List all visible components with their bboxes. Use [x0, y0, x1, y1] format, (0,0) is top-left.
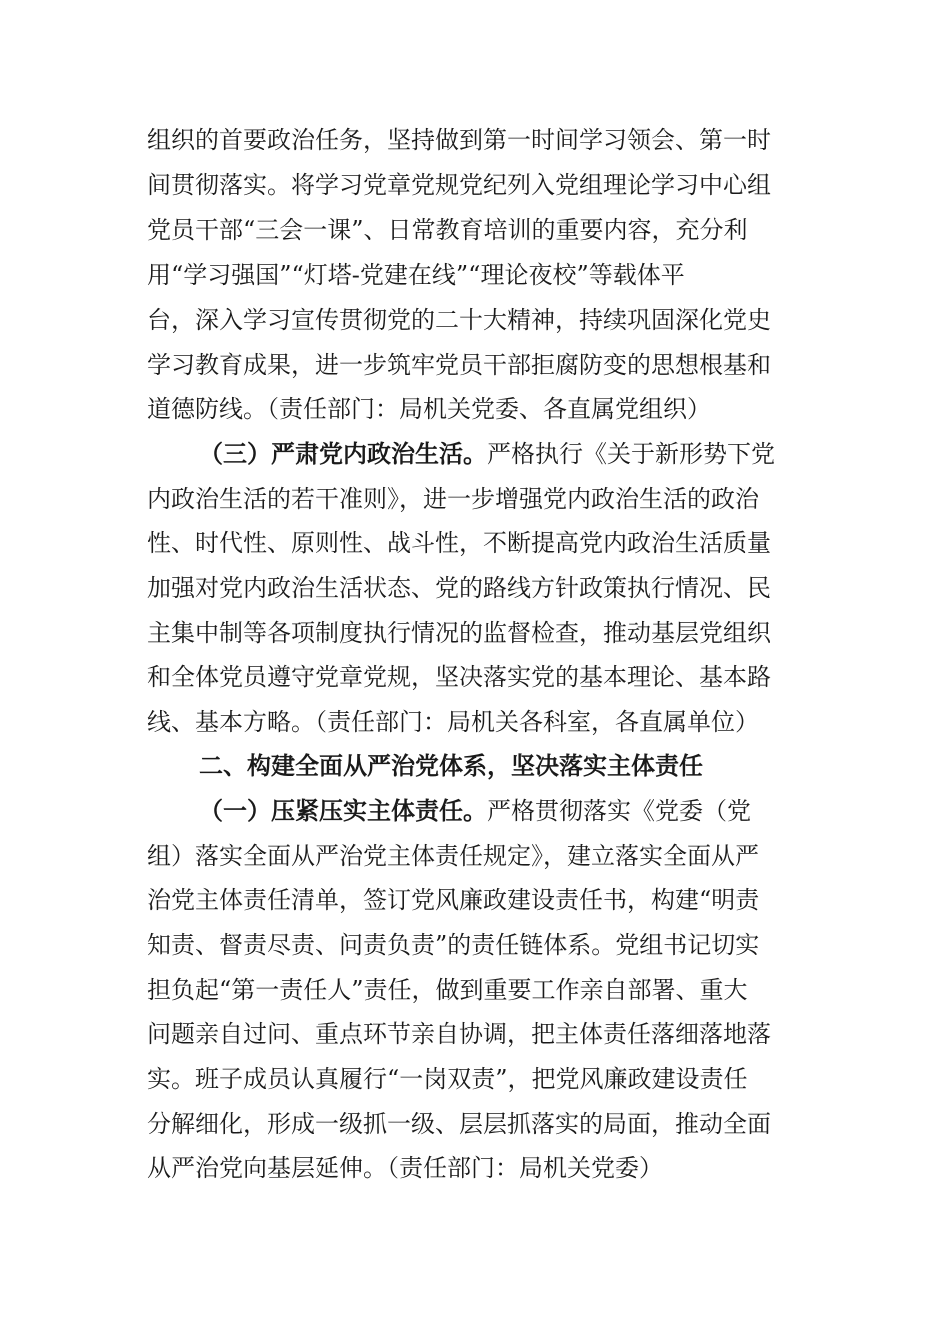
body-text-line: 问题亲自过问、重点环节亲自协调，把主体责任落细落地落 [147, 1020, 771, 1048]
body-text-line: 知责、督责尽责、问责负责”的责任链体系。党组书记切实 [147, 931, 760, 959]
body-text-line: 间贯彻落实。将学习党章党规党纪列入党组理论学习中心组 [147, 171, 771, 199]
body-text-line: 担负起“第一责任人”责任，做到重要工作亲自部署、重大 [147, 976, 748, 1004]
body-text-line: 台，深入学习宣传贯彻党的二十大精神，持续巩固深化党史 [147, 306, 771, 334]
subsection-line [199, 434, 827, 474]
body-text-line: 学习教育成果，进一步筑牢党员干部拒腐防变的思想根基和 [147, 351, 771, 379]
body-text: 严格贯彻落实《党委（党 [487, 797, 751, 825]
body-text-line: 组织的首要政治任务，坚持做到第一时间学习领会、第一时 [147, 126, 771, 154]
body-text-line: 主集中制等各项制度执行情况的监督检查，推动基层党组织 [147, 619, 771, 647]
body-text: 严格执行《关于新形势下党 [487, 440, 775, 468]
body-text-line: 组）落实全面从严治党主体责任规定》，建立落实全面从严 [147, 842, 759, 870]
body-text-line: 从严治党向基层延伸。（责任部门：局机关党委） [147, 1154, 663, 1182]
body-text-line: 和全体党员遵守党章党规，坚决落实党的基本理论、基本路 [147, 663, 771, 691]
body-text-line: 分解细化，形成一级抓一级、层层抓落实的局面，推动全面 [147, 1110, 771, 1138]
subsection-title: （一）压紧压实主体责任。 [199, 797, 487, 825]
section-heading: 二、构建全面从严治党体系，坚决落实主体责任 [199, 752, 703, 780]
body-text-line: 实。班子成员认真履行“一岗双责”，把党风廉政建设责任 [147, 1065, 748, 1093]
body-text-line: 党员干部“三会一课”、日常教育培训的重要内容，充分利 [147, 216, 748, 244]
subsection-title: （三）严肃党内政治生活。 [199, 440, 487, 468]
body-text-line: 内政治生活的若干准则》，进一步增强党内政治生活的政治 [147, 485, 759, 513]
body-text-line: 加强对党内政治生活状态、党的路线方针政策执行情况、民 [147, 574, 771, 602]
body-text-line: 用“学习强国”“灯塔-党建在线”“理论夜校”等载体平 [147, 261, 685, 289]
body-text-line: 性、时代性、原则性、战斗性，不断提高党内政治生活质量 [147, 529, 771, 557]
subsection-line [199, 791, 827, 831]
body-text-line: 线、基本方略。（责任部门：局机关各科室，各直属单位） [147, 708, 759, 736]
body-text-line: 治党主体责任清单，签订党风廉政建设责任书，构建“明责 [147, 886, 760, 914]
body-text-line: 道德防线。（责任部门：局机关党委、各直属党组织） [147, 395, 711, 423]
